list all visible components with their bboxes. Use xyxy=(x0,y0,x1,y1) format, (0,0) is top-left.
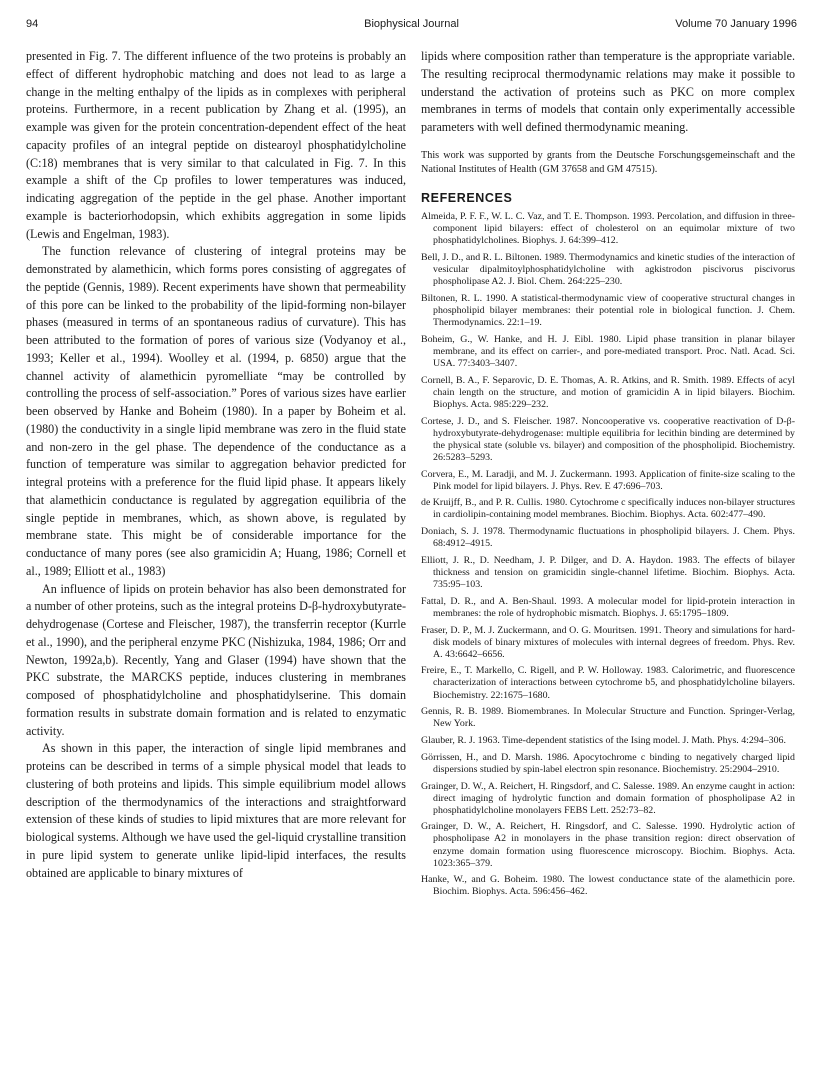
reference-item: Hanke, W., and G. Boheim. 1980. The lowest conductance state of the alamethicin pore. Biochim. Biophys. Acta. 596:456–462. xyxy=(421,874,795,898)
reference-list xyxy=(421,211,795,898)
reference-item: Cornell, B. A., F. Separovic, D. E. Thomas, A. R. Atkins, and R. Smith. 1989. Effects of acyl chain length on the structure, and motion of gramicidin A in lipid bilayers. Biochim. Biophys. Acta. 985:229–232. xyxy=(421,374,795,410)
left-column xyxy=(26,48,406,882)
reference-item: Almeida, P. F. F., W. L. C. Vaz, and T. E. Thompson. 1993. Percolation, and diffusion in three-component lipid bilayers: effect of cholesterol on an equimolar mixture of two phosphatidylcholines. Biophys. J. 64:399–412. xyxy=(421,211,795,247)
reference-item: Cortese, J. D., and S. Fleischer. 1987. Noncooperative vs. cooperative reactivation of D-β-hydroxybutyrate-dehydrogenase: multiple equilibria for lecithin binding are determined by the physical state (soluble vs. bilayer) and composition of the phospholipid. Biochemistry. 26:5283–5293. xyxy=(421,415,795,463)
reference-item: Görrissen, H., and D. Marsh. 1986. Apocytochrome c binding to negatively charged lipid dispersions studied by spin-label electron spin resonance. Biochemistry. 25:2904–2910. xyxy=(421,751,795,775)
body-paragraph: An influence of lipids on protein behavior has also been demonstrated for a number of other proteins, such as the integral proteins D-β-hydroxybutyrate-dehydrogenase (Cortese and Fleischer, 1987), the transferrin receptor (Kurrle et al., 1990), and the peripheral enzyme PKC (Nishizuka, 1984, 1986; Orr and Newton, 1992a,b). Recently, Yang and Glaser (1994) have shown that the PKC substrate, the MARCKS peptide, induces clustering in membranes composed of phosphatidylcholine and phosphatidylserine. This domain formation results in substrate domain formation and is related to enzymatic activity. xyxy=(26,581,406,738)
body-paragraph: presented in Fig. 7. The different influence of the two proteins is probably an effect of different hydrophobic matching and does not lead to as large a change in the melting enthalpy of the lipids as in complexes with peripheral proteins. Furthermore, in a recent publication by Zhang et al. (1995), an example was given for the protein concentration-dependent effect of the heat capacity profiles of an integral peptide on distearoyl phosphatidylcholine (C:18) membranes that is very similar to that calculated in Fig. 7. In this example a shift of the Cp profiles to lower temperatures was induced, indicating aggregation of the peptide in the gel phase. Another important example is bacteriorhodopsin, which exhibits aggregation in some lipids (Lewis and Engelman, 1983). xyxy=(26,49,406,241)
reference-item: Bell, J. D., and R. L. Biltonen. 1989. Thermodynamics and kinetic studies of the interaction of vesicular dipalmitoylphosphatidylcholine with agkistrodon piscivorus piscivorus phospholipase A2. J. Biol. Chem. 264:225–230. xyxy=(421,252,795,288)
reference-item: Doniach, S. J. 1978. Thermodynamic fluctuations in phospholipid bilayers. J. Chem. Phys. 68:4912–4915. xyxy=(421,526,795,550)
reference-item: Boheim, G., W. Hanke, and H. J. Eibl. 1980. Lipid phase transition in planar bilayer membrane, and its effect on carrier-, and pore-mediated transport. Proc. Natl. Acad. Sci. USA. 77:3403–3407. xyxy=(421,333,795,369)
reference-item: Elliott, J. R., D. Needham, J. P. Dilger, and D. A. Haydon. 1983. The effects of bilayer thickness and tension on gramicidin single-channel lifetime. Biochim. Biophys. Acta. 735:95–103. xyxy=(421,554,795,591)
reference-item: Grainger, D. W., A. Reichert, H. Ringsdorf, and C. Salesse. 1989. An enzyme caught in action: direct imaging of hydrolytic function and domain formation of phospholipase A2 in phosphatidylcholine monolayers FEBS Lett. 252:73–82. xyxy=(421,780,795,816)
body-paragraph: lipids where composition rather than temperature is the appropriate variable. The resulting reciprocal thermodynamic relations may make it possible to understand the activation of proteins such as PKC on more complex membranes in terms of models that contain only experimentally accessible parameters with well defined thermodynamic meaning. xyxy=(421,49,795,134)
running-header xyxy=(26,18,797,36)
reference-item: Grainger, D. W., A. Reichert, H. Ringsdorf, and C. Salesse. 1990. Hydrolytic action of phospholipase A2 in monolayers in the phase transition region: direct observation of enzyme domain formation using fluorescence microscopy. Biochim. Biophys. Acta. 1023:365–379. xyxy=(421,821,795,869)
volume-date: Volume 70 January 1996 xyxy=(675,18,797,30)
body-paragraph: As shown in this paper, the interaction of single lipid membranes and proteins can be described in terms of a simple physical model that leads to clustering of both proteins and lipids. This simple equilibrium model allows description of the thermodynamics of the interactions and straightforward extension of these kinds of studies to lipid mixtures that are more relevant for biological systems. Although we have used the gel-liquid crystalline transition in pure lipid system to generate unlike lipid-lipid interfaces, the results obtained are applicable to binary mixtures of xyxy=(26,741,406,880)
acknowledgment: This work was supported by grants from the Deutsche Forschungsgemeinschaft and the National Institutes of Health (GM 37658 and GM 47515). xyxy=(421,149,795,175)
reference-item: de Kruijff, B., and P. R. Cullis. 1980. Cytochrome c specifically induces non-bilayer structures in cardiolipin-containing model membranes. Biochim. Biophys. Acta. 602:477–490. xyxy=(421,497,795,521)
reference-item: Glauber, R. J. 1963. Time-dependent statistics of the Ising model. J. Math. Phys. 4:294–306. xyxy=(421,735,786,747)
reference-item: Freire, E., T. Markello, C. Rigell, and P. W. Holloway. 1983. Calorimetric, and fluorescence characterization of interactions between cytochrome b5, and phosphatidylcholine bilayers. Biochemistry. 22:1675–1680. xyxy=(421,665,795,701)
page-number: 94 xyxy=(26,18,39,30)
reference-item: Corvera, E., M. Laradji, and M. J. Zuckermann. 1993. Application of finite-size scaling to the Pink model for lipid bilayers. J. Phys. Rev. E 47:696–703. xyxy=(421,468,795,492)
reference-item: Fraser, D. P., M. J. Zuckermann, and O. G. Mouritsen. 1991. Theory and simulations for hard-disk models of binary mixtures of molecules with internal degrees of freedom. Phys. Rev. A. 43:6642–6656. xyxy=(421,624,795,660)
reference-item: Fattal, D. R., and A. Ben-Shaul. 1993. A molecular model for lipid-protein interaction in membranes: the role of hydrophobic mismatch. Biophys. J. 65:1795–1809. xyxy=(421,595,795,619)
reference-item: Biltonen, R. L. 1990. A statistical-thermodynamic view of cooperative structural changes in phospholipid bilayer membranes: their potential role in biological function. J. Chem. Thermodynamics. 22:1–19. xyxy=(421,292,795,329)
journal-name: Biophysical Journal xyxy=(364,18,459,30)
right-column xyxy=(421,48,795,903)
references-heading: REFERENCES xyxy=(421,191,513,206)
reference-item: Gennis, R. B. 1989. Biomembranes. In Molecular Structure and Function. Springer-Verlag, New York. xyxy=(421,706,795,730)
body-paragraph: The function relevance of clustering of integral proteins may be demonstrated by alamethicin, which forms pores consisting of aggregates of the peptide (Gennis, 1989). Recent experiments have shown that permeability of this pore can be linked to the probability of the lipid-forming non-bilayer phases (measured in terms of an spontaneous radius of curvature). This has been attributed to the formation of pores of various size (Vodyanoy et al., 1993; Keller et al., 1994). Woolley et al. (1994, p. 6850) argue that the channel activity of alamethicin pyromelliate “may be controlled by controlling the process of self-association.” Pores of various sizes have earlier been observed by Hanke and Boheim (1980). In a paper by Boheim et al. (1980) the conductivity in a single lipid membrane was zero in the fluid state and non-zero in the gel phase. The dependence of the conductance as a function of temperature was similar to aggregation behavior predicted for integral proteins with a preference for the fluid lipid phase. It appears likely that alamethicin conductance is regulated by aggregation equilibria of the single peptide in membranes, which, as shown above, is regulated by membrane state. This might be of considerable importance for the conductance of many pores (see also gramicidin A; Huang, 1986; Cornell et al., 1989; Elliott et al., 1983) xyxy=(26,244,406,578)
